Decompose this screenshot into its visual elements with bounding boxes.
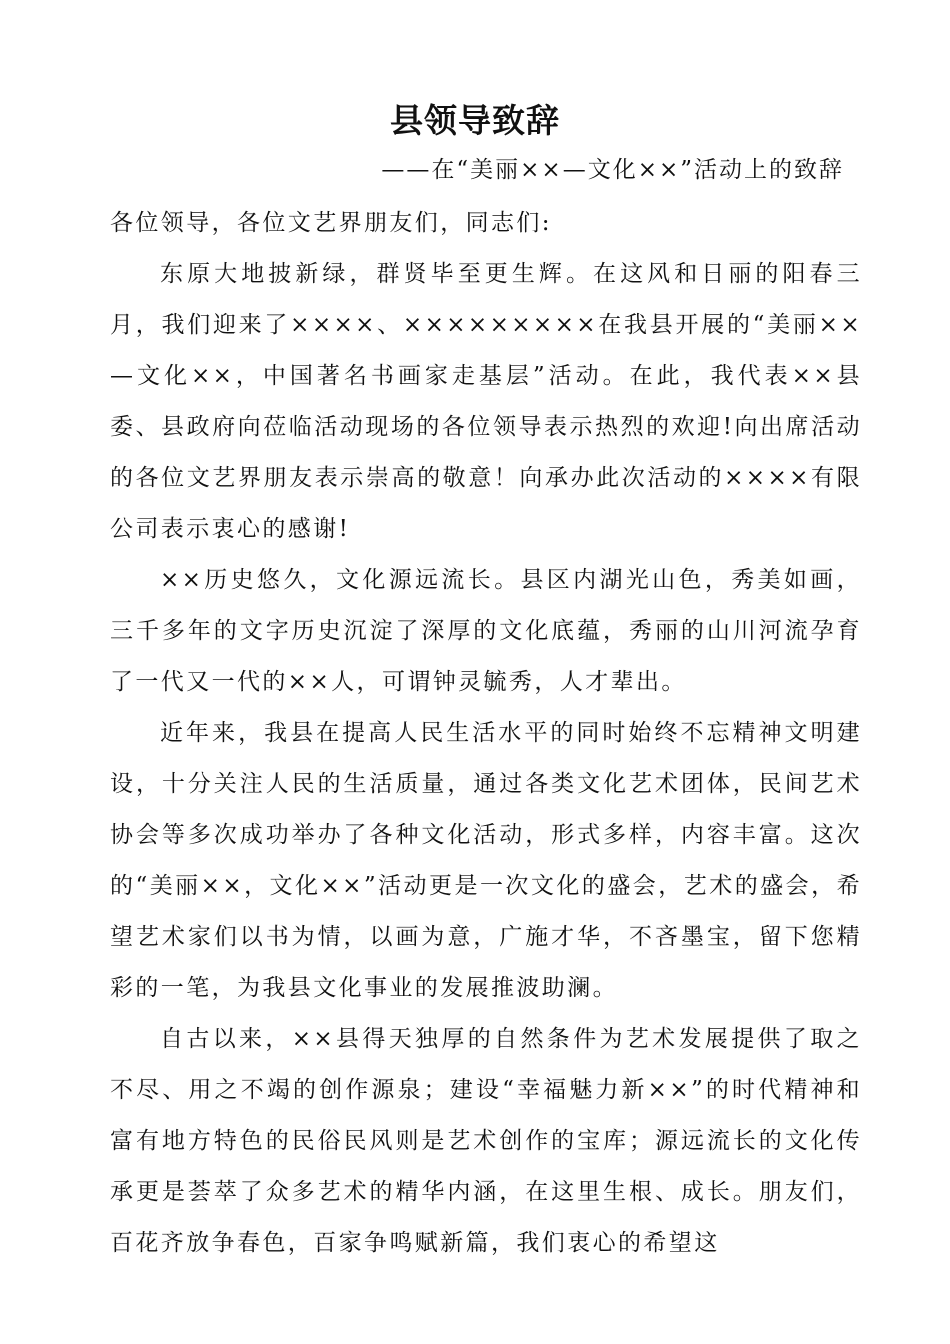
salutation: 各位领导，各位文艺界朋友们，同志们: xyxy=(110,210,552,236)
document-title: 县领导致辞 xyxy=(390,101,560,140)
paragraph: 东原大地披新绿，群贤毕至更生辉。在这风和日丽的阳春三月，我们迎来了××××、×××××××××在我县开展的“美丽××—文化××，中国著名书画家走基层”活动。在此，我代表××县委、县政府向莅临活动现场的各位领导表示热烈的欢迎!向出席活动的各位文艺界朋友表示崇高的敬意！向承办此次活动的××××有限公司表示衷心的感谢! xyxy=(110,261,862,542)
document-subtitle: ——在“美丽××—文化××”活动上的致辞 xyxy=(381,157,844,183)
document-body xyxy=(110,198,862,1269)
paragraph: 自古以来，××县得天独厚的自然条件为艺术发展提供了取之不尽、用之不竭的创作源泉；建设“幸福魅力新××”的时代精神和富有地方特色的民俗民风则是艺术创作的宝库；源远流长的文化传承更是荟萃了众多艺术的精华内涵，在这里生根、成长。朋友们，百花齐放争春色，百家争鸣赋新篇，我们衷心的希望这 xyxy=(110,1026,862,1256)
paragraph: 近年来，我县在提高人民生活水平的同时始终不忘精神文明建设，十分关注人民的生活质量，通过各类文化艺术团体，民间艺术协会等多次成功举办了各种文化活动，形式多样，内容丰富。这次的“美丽××，文化××”活动更是一次文化的盛会，艺术的盛会，希望艺术家们以书为情，以画为意，广施才华，不吝墨宝，留下您精彩的一笔，为我县文化事业的发展推波助澜。 xyxy=(110,720,862,1001)
paragraph: ××历史悠久，文化源远流长。县区内湖光山色，秀美如画，三千多年的文字历史沉淀了深厚的文化底蕴，秀丽的山川河流孕育了一代又一代的××人，可谓钟灵毓秀，人才辈出。 xyxy=(110,567,862,695)
